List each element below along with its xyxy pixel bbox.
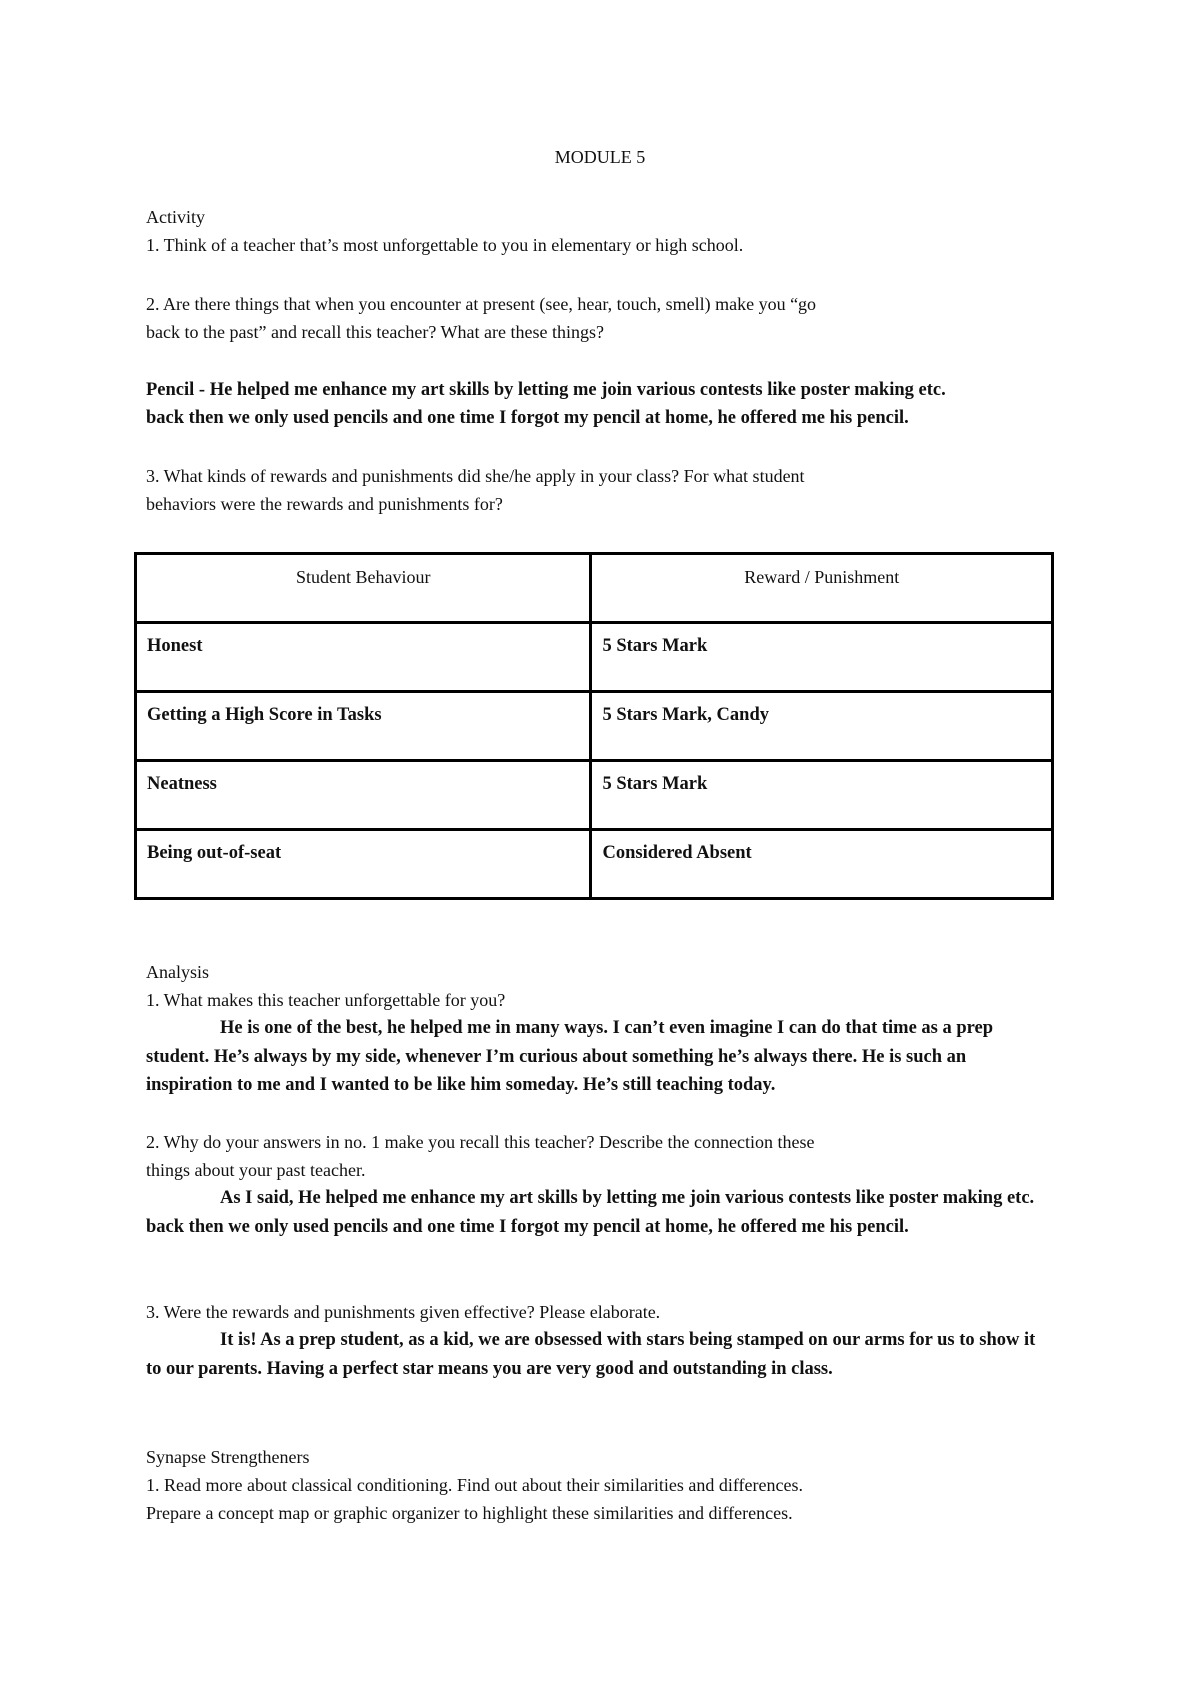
activity-answer-2-line-2: back then we only used pencils and one time I forgot my pencil at home, he offered me his pencil. [146, 408, 909, 428]
analysis-question-2-line-1: 2. Why do your answers in no. 1 make you recall this teacher? Describe the connection these [146, 1132, 815, 1152]
activity-question-1: 1. Think of a teacher that’s most unforgettable to you in elementary or high school. [146, 235, 744, 255]
analysis-question-3: 3. Were the rewards and punishments given effective? Please elaborate. [146, 1302, 661, 1322]
table-cell-behaviour: Neatness [136, 761, 591, 830]
table-cell-behaviour: Being out-of-seat [136, 830, 591, 899]
activity-question-3-line-2: behaviors were the rewards and punishments for? [146, 494, 503, 514]
table-header-reward: Reward / Punishment [591, 554, 1053, 623]
synapse-line-1: 1. Read more about classical conditioning. Find out about their similarities and differences. [146, 1475, 804, 1495]
table-cell-reward: Considered Absent [591, 830, 1053, 899]
analysis-answer-3: It is! As a prep student, as a kid, we are obsessed with stars being stamped on our arms for us to show it to our parents. Having a perfect star means you are very good and outstanding in class. [146, 1330, 1036, 1379]
table-header-behaviour: Student Behaviour [136, 554, 591, 623]
analysis-question-2-line-2: things about your past teacher. [146, 1160, 366, 1180]
activity-heading: Activity [146, 207, 205, 227]
activity-question-2-line-1: 2. Are there things that when you encounter at present (see, hear, touch, smell) make you “go [146, 294, 817, 314]
analysis-question-1: 1. What makes this teacher unforgettable for you? [146, 990, 506, 1010]
table-cell-behaviour: Honest [136, 623, 591, 692]
activity-question-3-line-1: 3. What kinds of rewards and punishments did she/he apply in your class? For what student [146, 466, 805, 486]
rewards-punishments-table [134, 552, 1054, 900]
table-cell-behaviour: Getting a High Score in Tasks [136, 692, 591, 761]
table-cell-reward: 5 Stars Mark [591, 623, 1053, 692]
synapse-line-2: Prepare a concept map or graphic organizer to highlight these similarities and differences. [146, 1503, 793, 1523]
analysis-heading: Analysis [146, 962, 209, 982]
table-row [136, 761, 1053, 830]
table-row [136, 623, 1053, 692]
activity-answer-2-line-1: Pencil - He helped me enhance my art skills by letting me join various contests like poster making etc. [146, 380, 946, 400]
table-cell-reward: 5 Stars Mark [591, 761, 1053, 830]
analysis-answer-2: As I said, He helped me enhance my art skills by letting me join various contests like poster making etc. back then we only used pencils and one time I forgot my pencil at home, he offered me his pencil. [146, 1188, 1035, 1237]
synapse-heading: Synapse Strengtheners [146, 1447, 310, 1467]
table-cell-reward: 5 Stars Mark, Candy [591, 692, 1053, 761]
table-row [136, 830, 1053, 899]
analysis-answer-1: He is one of the best, he helped me in many ways. I can’t even imagine I can do that time as a prep student. He’s always by my side, whenever I’m curious about something he’s always there. He is such an inspiration to me and I wanted to be like him someday. He’s still teaching today. [146, 1018, 994, 1095]
activity-question-2-line-2: back to the past” and recall this teacher? What are these things? [146, 322, 604, 342]
table-header-row [136, 554, 1053, 623]
page-title: MODULE 5 [554, 147, 646, 167]
table-row [136, 692, 1053, 761]
